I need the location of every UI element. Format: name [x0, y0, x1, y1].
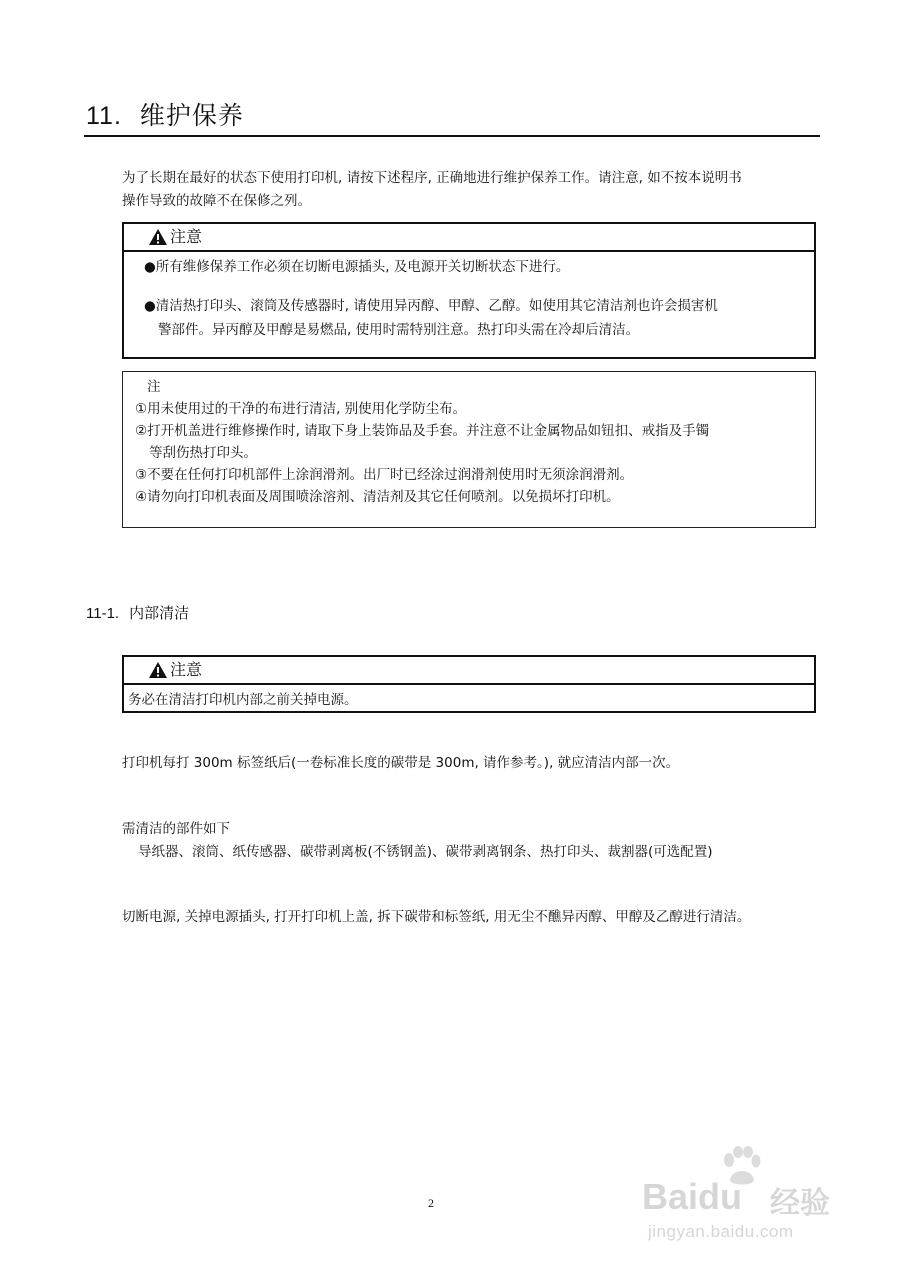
parts-heading: 需清洁的部件如下: [122, 821, 230, 837]
caution-line: 警部件。异丙醇及甲醇是易燃品, 使用时需特别注意。热打印头需在冷却后清洁。: [158, 322, 640, 338]
note-heading: 注: [147, 379, 161, 395]
note-line: ④请勿向打印机表面及周围喷涂溶剂、清洁剂及其它任何喷剂。以免损坏打印机。: [135, 489, 620, 505]
intro-paragraph: [122, 167, 822, 213]
watermark-suffix: 经验: [770, 1186, 830, 1221]
section-number: 11-1.: [86, 605, 120, 622]
title-divider: [84, 135, 820, 137]
caution-line: ●清洁热打印头、滚筒及传感器时, 请使用异丙醇、甲醇、乙醇。如使用其它清洁剂也许会损害机: [144, 298, 718, 314]
caution-box: [122, 222, 816, 359]
baidu-watermark: [642, 1146, 842, 1246]
section-title: 内部清洁: [129, 604, 190, 622]
intro-line: 为了长期在最好的状态下使用打印机, 请按下述程序, 正确地进行维护保养工作。请注意, 如不按本说明书: [122, 170, 742, 186]
title-text: 维护保养: [139, 102, 244, 130]
page-title: [86, 96, 244, 132]
caution-heading: 注意: [170, 227, 203, 246]
warning-triangle-icon: [148, 661, 168, 679]
section-heading: [86, 602, 189, 623]
watermark-url: jingyan.baidu.com: [648, 1222, 794, 1241]
note-line: 等刮伤热打印头。: [149, 445, 257, 461]
title-number: 11.: [86, 102, 122, 130]
cleaning-procedure-paragraph: 切断电源, 关掉电源插头, 打开打印机上盖, 拆下碳带和标签纸, 用无尘不醮异丙醇、甲醇及乙醇进行清洁。: [122, 909, 751, 925]
caution-heading-2: 注意: [170, 660, 203, 679]
watermark-brand: Baidu: [642, 1176, 743, 1217]
page-number: 2: [428, 1196, 434, 1210]
caution-line: ●所有维修保养工作必须在切断电源插头, 及电源开关切断状态下进行。: [144, 259, 570, 275]
intro-line: 操作导致的故障不在保修之列。: [122, 193, 311, 209]
caution-line-2: 务必在清洁打印机内部之前关掉电源。: [128, 692, 358, 708]
warning-triangle-icon: [148, 228, 168, 246]
note-line: ②打开机盖进行维修操作时, 请取下身上装饰品及手套。并注意不让金属物品如钮扣、戒指及手镯: [135, 423, 710, 439]
caution-box-2: [122, 655, 816, 713]
caution-header-2: [124, 657, 814, 685]
note-line: ①用未使用过的干净的布进行清洁, 别使用化学防尘布。: [135, 401, 467, 417]
caution-header: [124, 224, 814, 252]
note-line: ③不要在任何打印机部件上涂润滑剂。出厂时已经涂过润滑剂使用时无须涂润滑剂。: [135, 467, 634, 483]
note-box: [122, 371, 816, 528]
cleaning-interval-paragraph: 打印机每打 300m 标签纸后(一卷标准长度的碳带是 300m, 请作参考。), 就应清洁内部一次。: [122, 755, 680, 771]
parts-list: 导纸器、滚筒、纸传感器、碳带剥离板(不锈钢盖)、碳带剥离钢条、热打印头、裁割器(可选配置): [138, 844, 713, 860]
